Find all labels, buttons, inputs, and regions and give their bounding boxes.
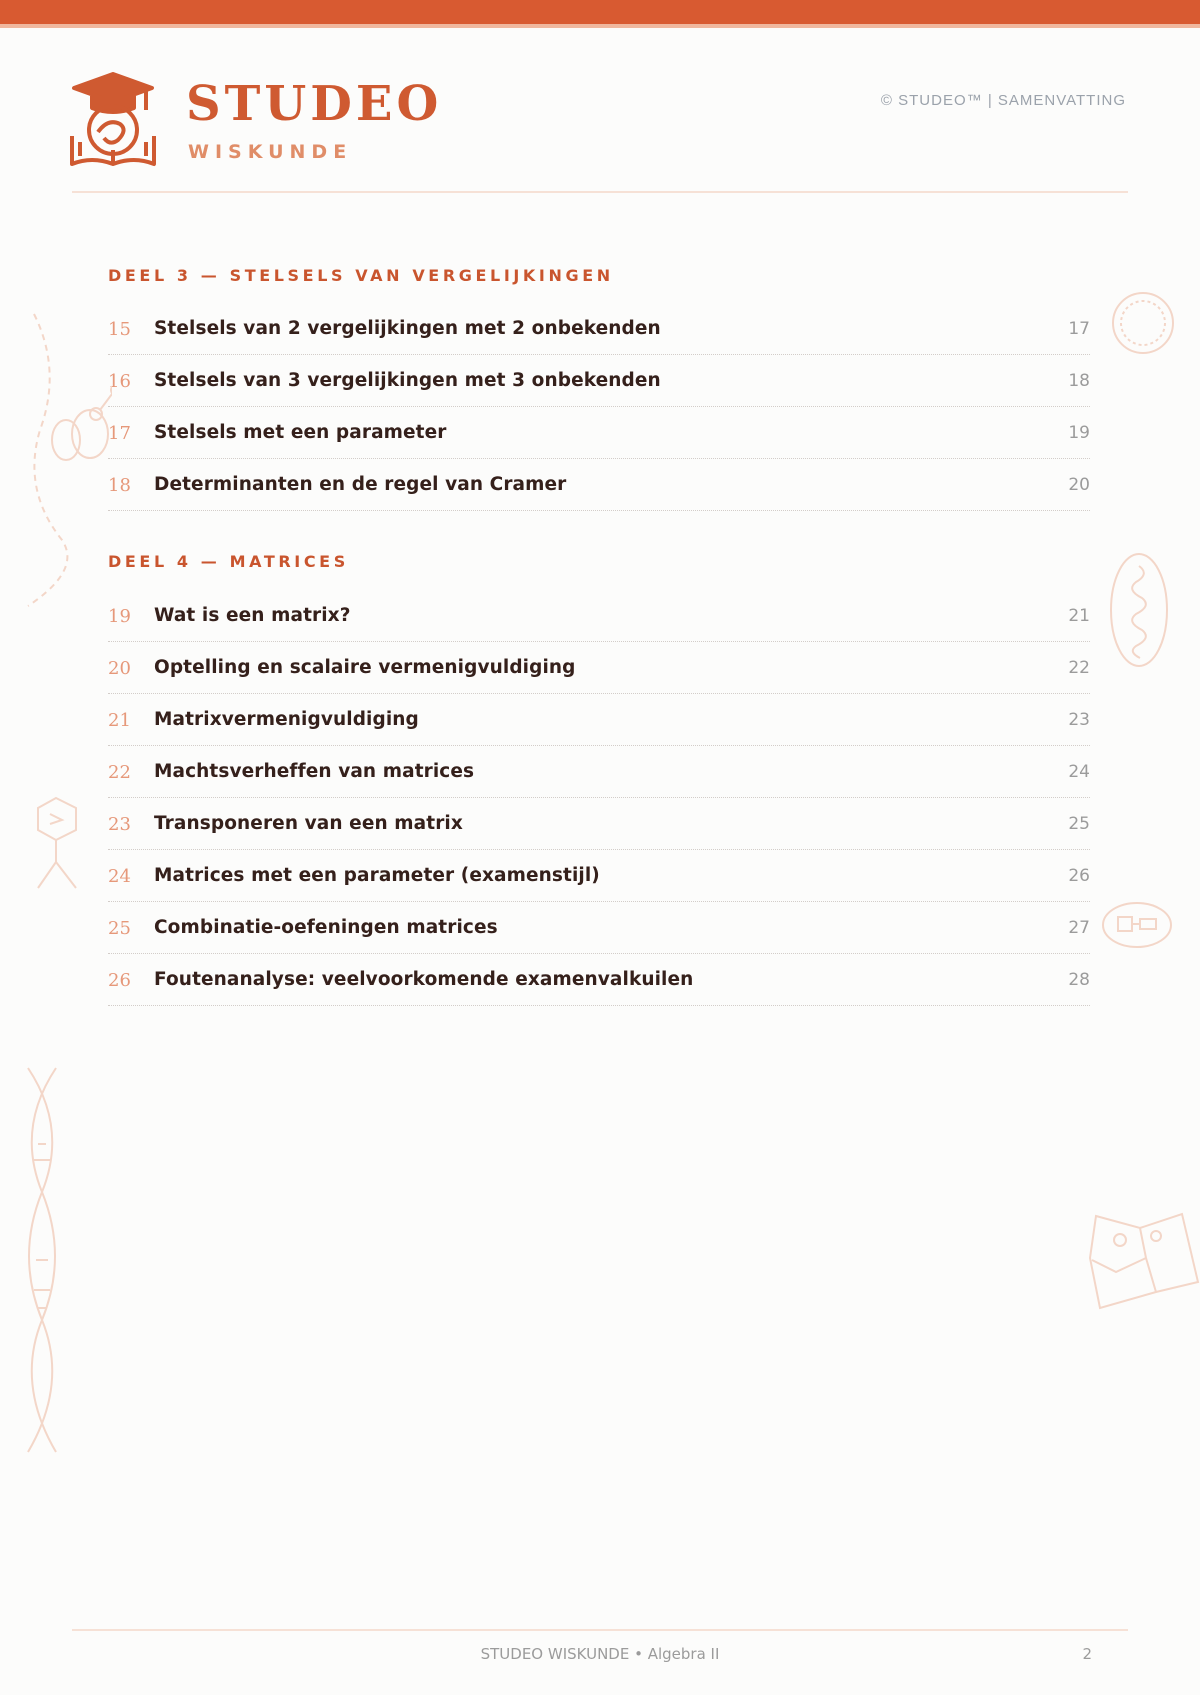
toc-number: 15 [108, 319, 131, 340]
graduation-cap-book-logo-icon [68, 70, 158, 170]
footer-divider [72, 1629, 1128, 1631]
section-heading-deel-4: DEEL 4 — MATRICES [108, 552, 349, 571]
toc-title[interactable]: Combinatie-oefeningen matrices [154, 917, 498, 938]
section-heading-deel-3: DEEL 3 — STELSELS VAN VERGELIJKINGEN [108, 266, 614, 285]
toc-page-number: 25 [1068, 814, 1090, 834]
toc-row[interactable] [108, 355, 1090, 407]
toc-title[interactable]: Stelsels van 2 vergelijkingen met 2 onbekenden [154, 318, 661, 339]
toc-row[interactable] [108, 850, 1090, 902]
toc-page-number: 28 [1068, 970, 1090, 990]
toc-row[interactable] [108, 954, 1090, 1006]
stick-figure-icon [34, 796, 84, 896]
toc-number: 26 [108, 970, 131, 991]
toc-page-number: 20 [1068, 475, 1090, 495]
cell-icon [1106, 550, 1172, 670]
pill-icon [1100, 900, 1174, 950]
toc-row[interactable] [108, 746, 1090, 798]
toc-title[interactable]: Stelsels van 3 vergelijkingen met 3 onbekenden [154, 370, 661, 391]
circle-icon [1110, 290, 1176, 356]
toc-title[interactable]: Foutenanalyse: veelvoorkomende examenvalkuilen [154, 969, 694, 990]
toc-page-number: 27 [1068, 918, 1090, 938]
toc-title[interactable]: Transponeren van een matrix [154, 813, 463, 834]
top-color-bar [0, 0, 1200, 24]
toc-page-number: 22 [1068, 658, 1090, 678]
footer-text: STUDEO WISKUNDE • Algebra II [480, 1645, 720, 1663]
toc-row[interactable] [108, 590, 1090, 642]
toc-number: 17 [108, 423, 131, 444]
toc-row[interactable] [108, 303, 1090, 355]
toc-page-number: 23 [1068, 710, 1090, 730]
toc-page-number: 26 [1068, 866, 1090, 886]
toc-list-deel-4 [108, 590, 1090, 1006]
toc-number: 18 [108, 475, 131, 496]
brand-title: STUDEO [186, 76, 443, 132]
toc-number: 23 [108, 814, 131, 835]
toc-number: 16 [108, 371, 131, 392]
toc-number: 21 [108, 710, 131, 731]
toc-title[interactable]: Matrixvermenigvuldiging [154, 709, 419, 730]
toc-title[interactable]: Wat is een matrix? [154, 605, 351, 626]
toc-row[interactable] [108, 694, 1090, 746]
toc-number: 24 [108, 866, 131, 887]
toc-page-number: 17 [1068, 319, 1090, 339]
toc-row[interactable] [108, 459, 1090, 511]
toc-title[interactable]: Determinanten en de regel van Cramer [154, 474, 567, 495]
molecule-icon [22, 310, 112, 610]
toc-title[interactable]: Matrices met een parameter (examenstijl) [154, 865, 600, 886]
toc-row[interactable] [108, 902, 1090, 954]
header-divider [72, 191, 1128, 193]
header-copyright: © STUDEO™ | SAMENVATTING [880, 92, 1126, 109]
footer-page-number: 2 [1082, 1645, 1092, 1663]
toc-number: 20 [108, 658, 131, 679]
toc-number: 25 [108, 918, 131, 939]
toc-title[interactable]: Machtsverheffen van matrices [154, 761, 475, 782]
dna-helix-icon [12, 1064, 72, 1456]
map-icon [1086, 1208, 1200, 1316]
toc-page-number: 21 [1068, 606, 1090, 626]
toc-page-number: 19 [1068, 423, 1090, 443]
toc-title[interactable]: Optelling en scalaire vermenigvuldiging [154, 657, 576, 678]
toc-list-deel-3 [108, 303, 1090, 511]
toc-number: 19 [108, 606, 131, 627]
toc-row[interactable] [108, 642, 1090, 694]
brand-subject: WISKUNDE [188, 141, 353, 163]
toc-row[interactable] [108, 407, 1090, 459]
toc-page-number: 24 [1068, 762, 1090, 782]
toc-number: 22 [108, 762, 131, 783]
top-accent-stripe [0, 24, 1200, 28]
toc-title[interactable]: Stelsels met een parameter [154, 422, 447, 443]
toc-row[interactable] [108, 798, 1090, 850]
toc-page-number: 18 [1068, 371, 1090, 391]
